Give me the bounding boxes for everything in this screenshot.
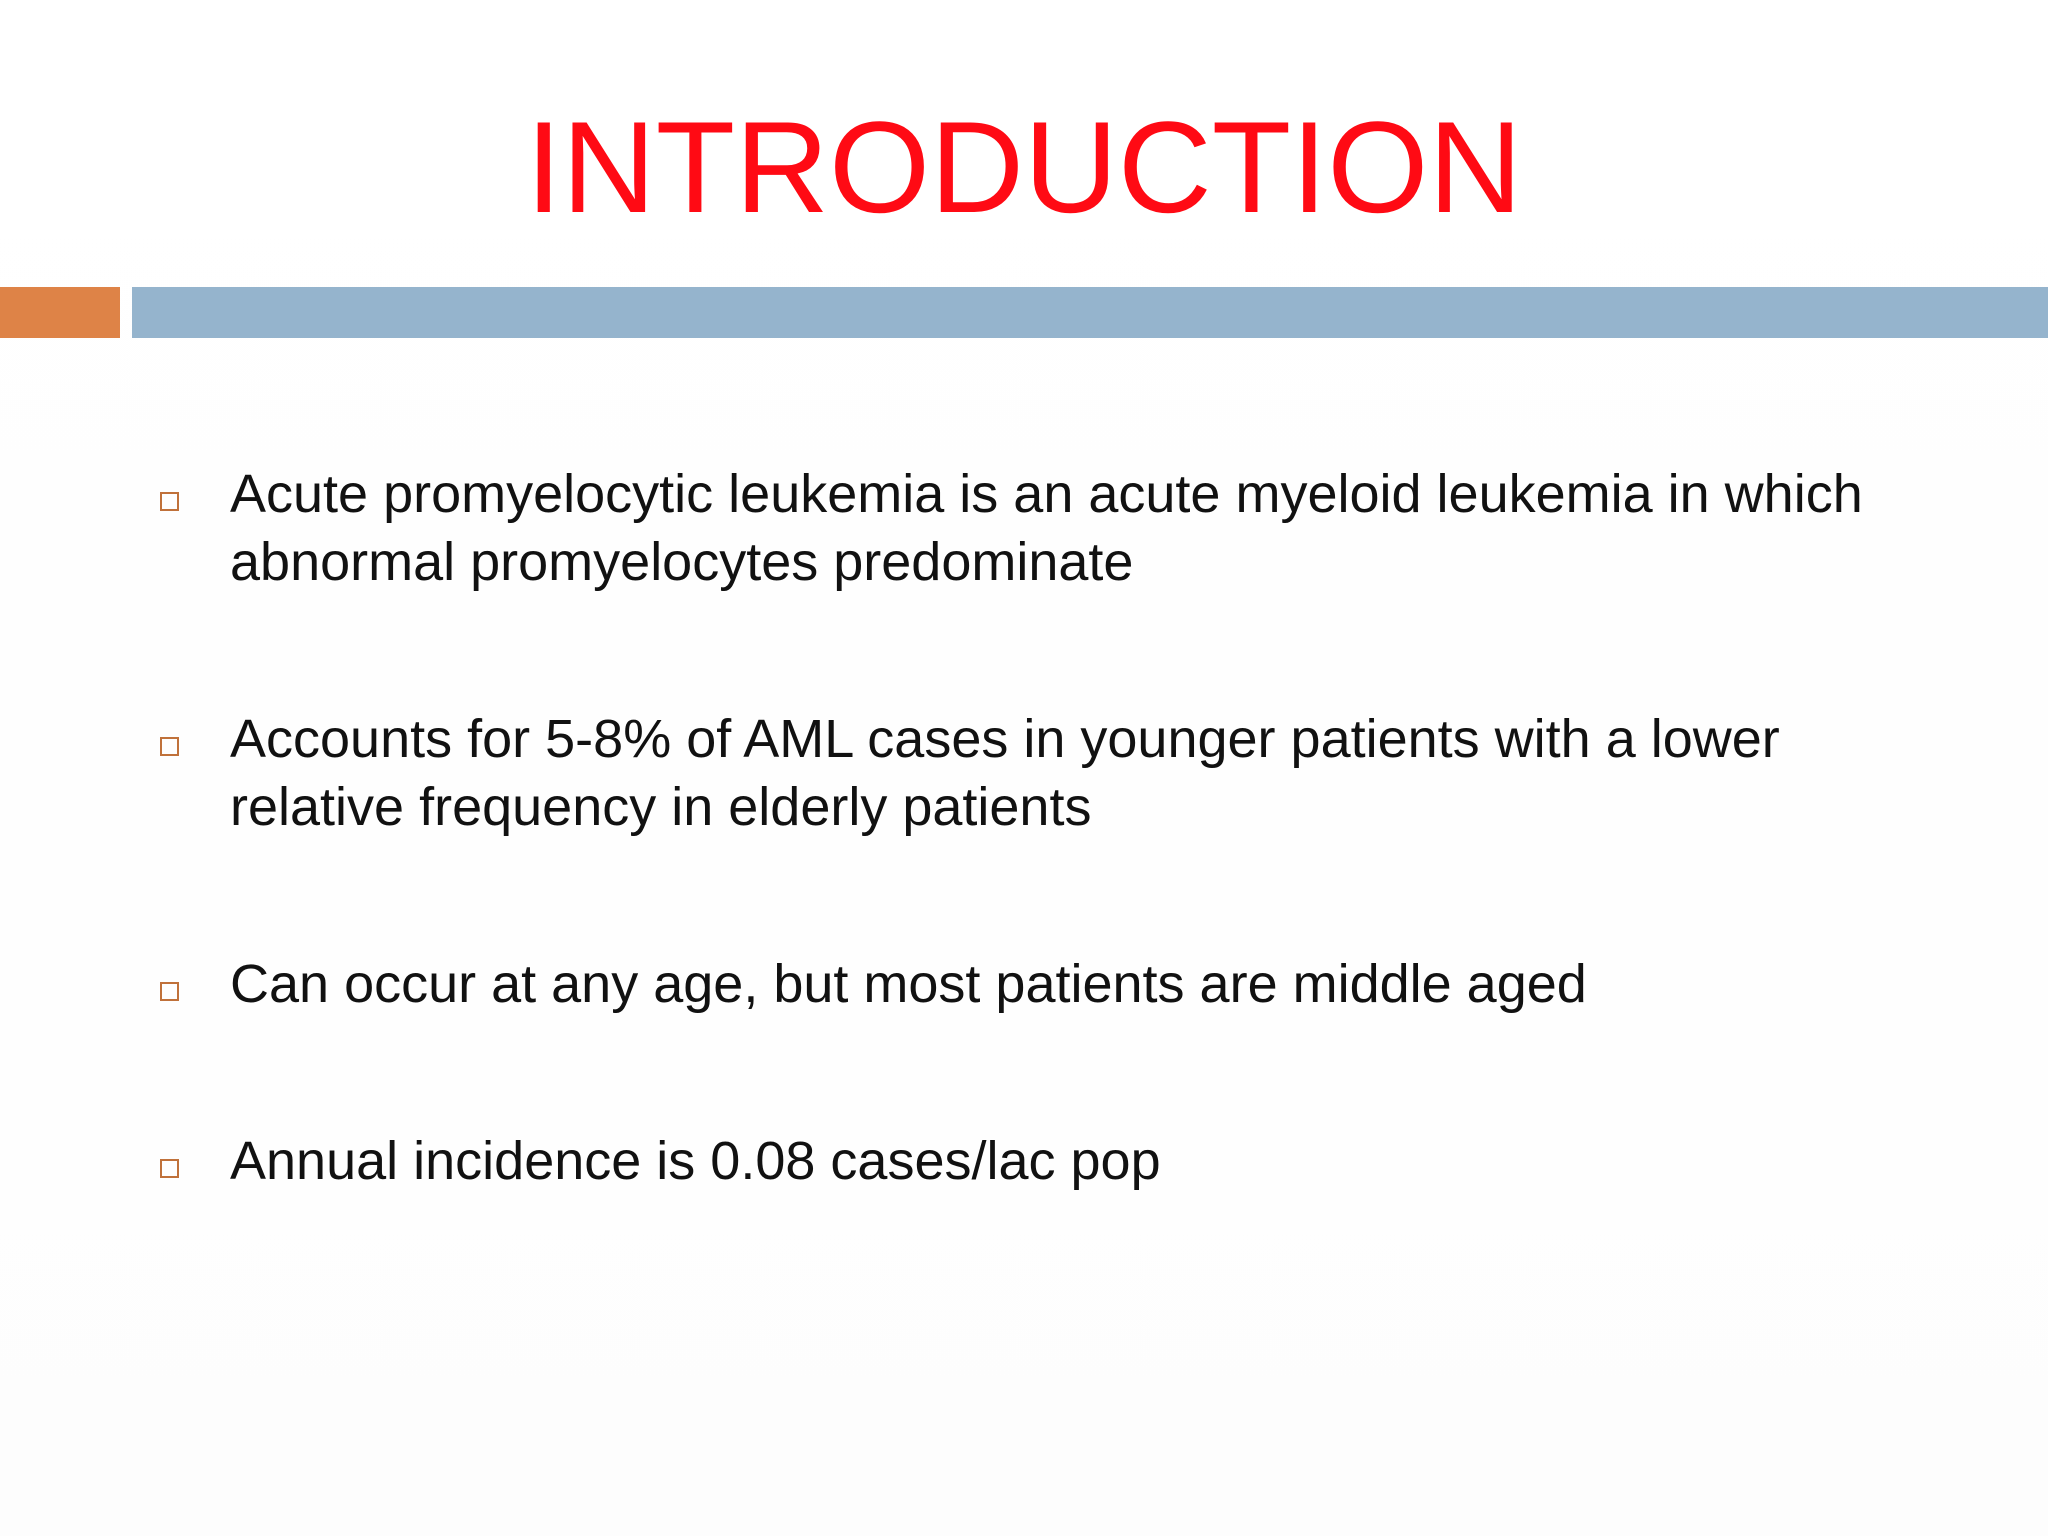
bullet-text: Annual incidence is 0.08 cases/lac pop [230, 1131, 1161, 1191]
bullet-text: Can occur at any age, but most patients are middle aged [230, 954, 1587, 1014]
slide-title: INTRODUCTION [525, 94, 1523, 240]
square-bullet-icon [160, 1159, 179, 1178]
bullet-text: Accounts for 5-8% of AML cases in younger patients with a lower relative frequency in elderly patients [230, 709, 1780, 837]
square-bullet-icon [160, 982, 179, 1001]
square-bullet-icon [160, 492, 179, 511]
square-bullet-icon [160, 737, 179, 756]
bullet-text: Acute promyelocytic leukemia is an acute myeloid leukemia in which abnormal promyelocytes predominate [230, 464, 1863, 592]
